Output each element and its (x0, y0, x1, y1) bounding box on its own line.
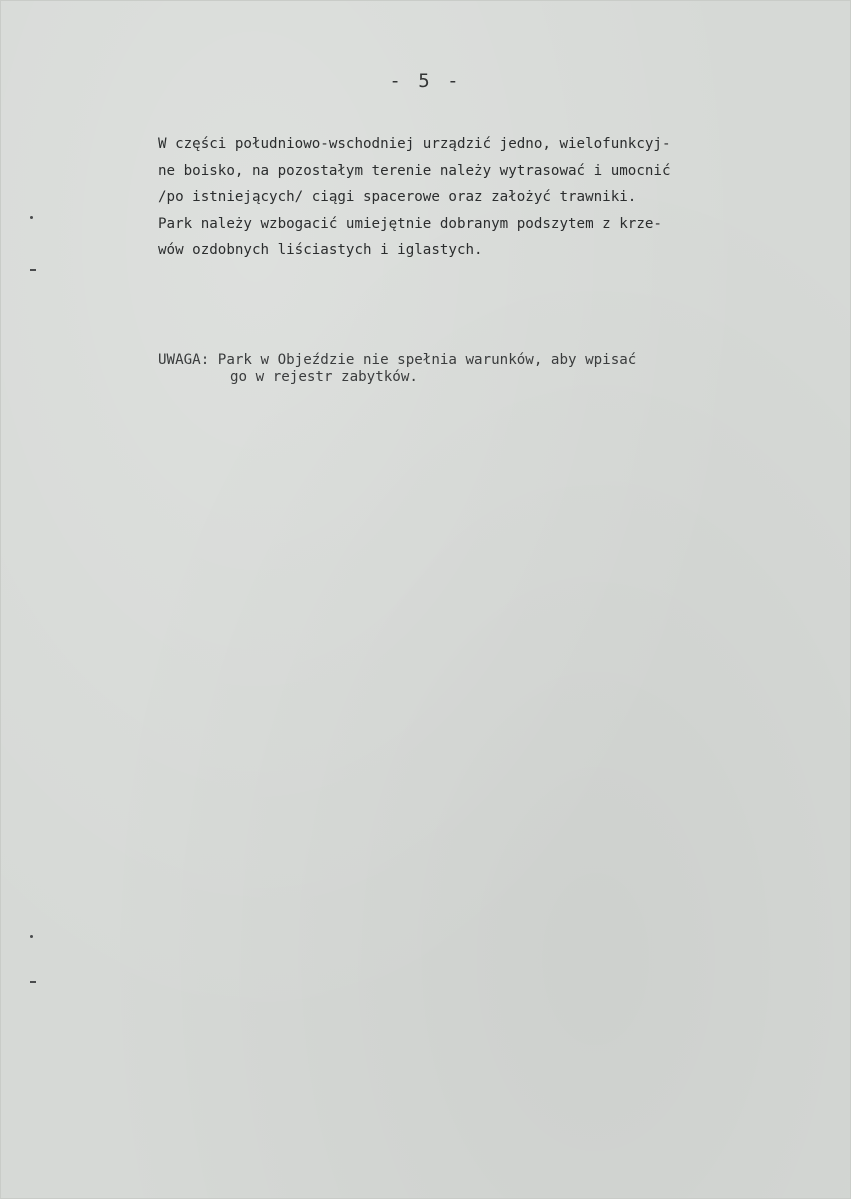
paragraph-line-3: /po istniejących/ ciągi spacerowe oraz założyć trawniki. (158, 189, 637, 205)
margin-dash-mark (30, 981, 36, 983)
paragraph-line-4: Park należy wzbogacić umiejętnie dobranym podszytem z krze- (158, 215, 662, 232)
margin-dot-mark (30, 935, 33, 938)
main-paragraph (158, 131, 798, 264)
paragraph-line-5: wów ozdobnych liściastych i iglastych. (158, 242, 483, 258)
note-block (158, 352, 798, 386)
paragraph-line-2: ne boisko, na pozostałym terenie należy wytrasować i umocnić (158, 162, 671, 179)
page-number: - 5 - (389, 70, 462, 92)
margin-dot-mark (30, 216, 33, 219)
note-line-2: go w rejestr zabytków. (230, 369, 418, 385)
margin-dash-mark (30, 269, 36, 271)
paragraph-line-1: W części południowo-wschodniej urządzić jedno, wielofunkcyj- (158, 136, 671, 152)
note-line-1: UWAGA: Park w Objeździe nie spełnia warunków, aby wpisać (158, 352, 637, 368)
